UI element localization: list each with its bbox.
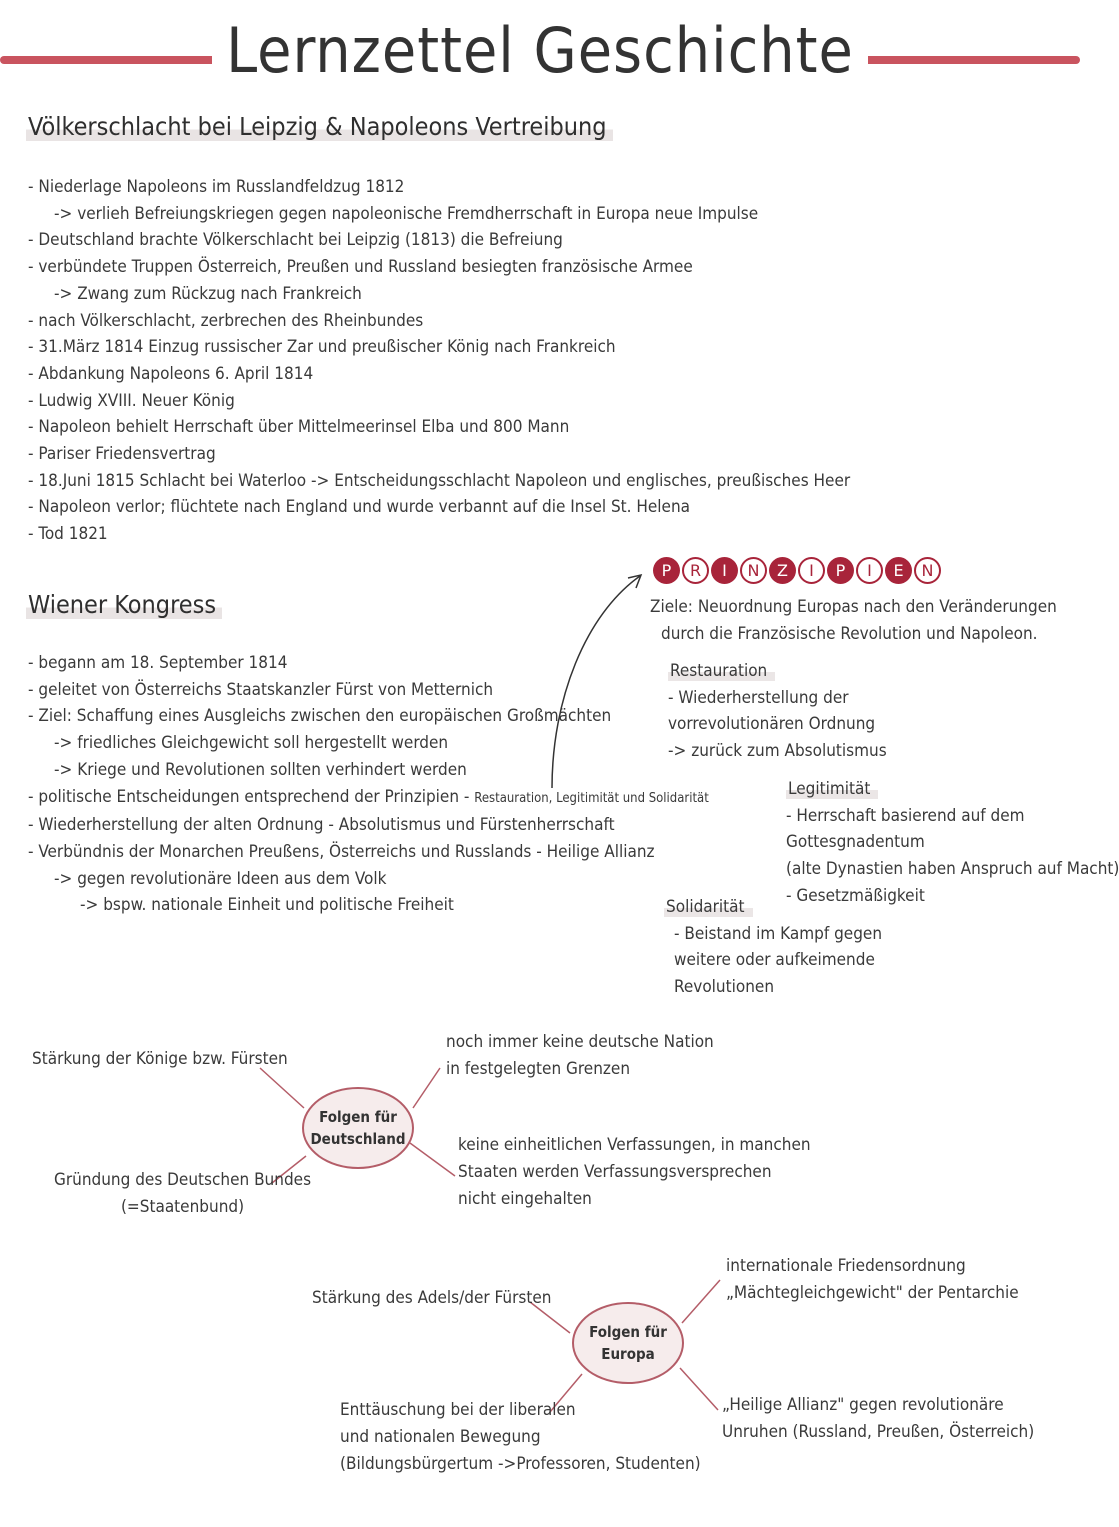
solidaritaet-block	[664, 894, 882, 1001]
list-item: - Verbündnis der Monarchen Preußens, Österreichs und Russlands - Heilige Allianz	[28, 841, 655, 862]
list-item: - politische Entscheidungen entsprechend der Prinzipien - Restauration, Legitimität und Solidarität	[28, 786, 709, 807]
list-item: - 31.März 1814 Einzug russischer Zar und preußischer König nach Frankreich	[28, 337, 616, 358]
bead-letter: I	[856, 557, 883, 584]
deutschland-bottom-left: Gründung des Deutschen Bundes (=Staatenbund)	[54, 1170, 312, 1217]
list-item: - geleitet von Österreichs Staatskanzler Fürst von Metternich	[28, 679, 494, 700]
europa-top-left: Stärkung des Adels/der Fürsten	[312, 1288, 552, 1308]
legitimitaet-block	[786, 776, 1119, 910]
list-item: - nach Völkerschlacht, zerbrechen des Rheinbundes	[28, 310, 424, 331]
prinzipien-beads	[653, 557, 943, 584]
restauration-line: vorrevolutionären Ordnung	[668, 714, 876, 735]
list-item: -> Zwang zum Rückzug nach Frankreich	[54, 283, 362, 304]
restauration-block	[668, 658, 887, 765]
bead-letter: Z	[769, 557, 796, 584]
ziele-line-2: durch die Französische Revolution und Napoleon.	[661, 624, 1038, 644]
bead-letter: P	[827, 557, 854, 584]
deutschland-top-left: Stärkung der Könige bzw. Fürsten	[32, 1049, 288, 1069]
deutschland-bottom-right: keine einheitlichen Verfassungen, in manchen Staaten werden Verfassungsversprechen nicht eingehalten	[458, 1135, 811, 1209]
list-item: - 18.Juni 1815 Schlacht bei Waterloo -> Entscheidungsschlacht Napoleon und englisches, preußisches Heer	[28, 470, 851, 491]
page-title: Lernzettel Geschichte	[0, 14, 1080, 87]
list-item: - Napoleon verlor; flüchtete nach England und wurde verbannt auf die Insel St. Helena	[28, 497, 691, 518]
bead-letter: R	[682, 557, 709, 584]
list-item: - Deutschland brachte Völkerschlacht bei Leipzig (1813) die Befreiung	[28, 230, 563, 251]
legitimitaet-title: Legitimität	[786, 779, 878, 799]
legitimitaet-line: Gottesgnadentum	[786, 832, 925, 853]
list-item: - Ziel: Schaffung eines Ausgleichs zwischen den europäischen Großmächten	[28, 706, 612, 727]
section1-heading: Völkerschlacht bei Leipzig & Napoleons Vertreibung	[26, 112, 613, 141]
legitimitaet-line: (alte Dynastien haben Anspruch auf Macht)	[786, 859, 1119, 880]
list-item: - Abdankung Napoleons 6. April 1814	[28, 363, 314, 384]
list-item: - Tod 1821	[28, 524, 108, 545]
solidaritaet-line: weitere oder aufkeimende	[674, 950, 875, 971]
legitimitaet-line: - Herrschaft basierend auf dem	[786, 805, 1025, 826]
section2-heading: Wiener Kongress	[26, 590, 222, 619]
folgen-deutschland-node: Folgen für Deutschland	[302, 1087, 414, 1169]
deutschland-top-right: noch immer keine deutsche Nation in festgelegten Grenzen	[446, 1032, 714, 1079]
list-item: - Wiederherstellung der alten Ordnung - Absolutismus und Fürstenherrschaft	[28, 815, 615, 836]
list-item: - Pariser Friedensvertrag	[28, 444, 216, 465]
solidaritaet-line: Revolutionen	[674, 977, 775, 998]
folgen-europa-node: Folgen für Europa	[572, 1302, 684, 1384]
bead-letter: N	[740, 557, 767, 584]
list-item: -> Kriege und Revolutionen sollten verhindert werden	[54, 759, 467, 780]
list-item: - begann am 18. September 1814	[28, 653, 288, 673]
bead-letter: P	[653, 557, 680, 584]
bead-letter: N	[914, 557, 941, 584]
restauration-title: Restauration	[668, 661, 775, 681]
bead-letter: I	[711, 557, 738, 584]
restauration-line: - Wiederherstellung der	[668, 687, 849, 708]
europa-bottom-left: Enttäuschung bei der liberalen und nationalen Bewegung (Bildungsbürgertum ->Professoren, Studenten)	[340, 1400, 701, 1474]
list-item: -> verlieh Befreiungskriegen gegen napoleonische Fremdherrschaft in Europa neue Impulse	[54, 203, 759, 224]
legitimitaet-line: - Gesetzmäßigkeit	[786, 885, 925, 906]
bead-letter: I	[798, 557, 825, 584]
prinzipien-inline: Restauration, Legitimität und Solidarität	[474, 790, 709, 806]
ziele-line-1: Ziele: Neuordnung Europas nach den Veränderungen	[650, 597, 1057, 617]
list-item: -> friedliches Gleichgewicht soll hergestellt werden	[54, 733, 449, 754]
solidaritaet-title: Solidarität	[664, 897, 753, 917]
list-item: - Niederlage Napoleons im Russlandfeldzug 1812	[28, 177, 405, 197]
list-item: -> gegen revolutionäre Ideen aus dem Volk	[54, 868, 387, 889]
europa-bottom-right: „Heilige Allianz" gegen revolutionäre Unruhen (Russland, Preußen, Österreich)	[722, 1395, 1035, 1442]
solidaritaet-line: - Beistand im Kampf gegen	[674, 923, 883, 944]
europa-top-right: internationale Friedensordnung „Mächtegleichgewicht" der Pentarchie	[726, 1256, 1019, 1303]
bead-letter: E	[885, 557, 912, 584]
list-item: - Ludwig XVIII. Neuer König	[28, 390, 235, 411]
list-item: - verbündete Truppen Österreich, Preußen und Russland besiegten französische Armee	[28, 257, 693, 278]
list-item: - Napoleon behielt Herrschaft über Mittelmeerinsel Elba und 800 Mann	[28, 417, 570, 438]
list-item: -> bspw. nationale Einheit und politische Freiheit	[80, 895, 454, 916]
restauration-line: -> zurück zum Absolutismus	[668, 741, 887, 762]
